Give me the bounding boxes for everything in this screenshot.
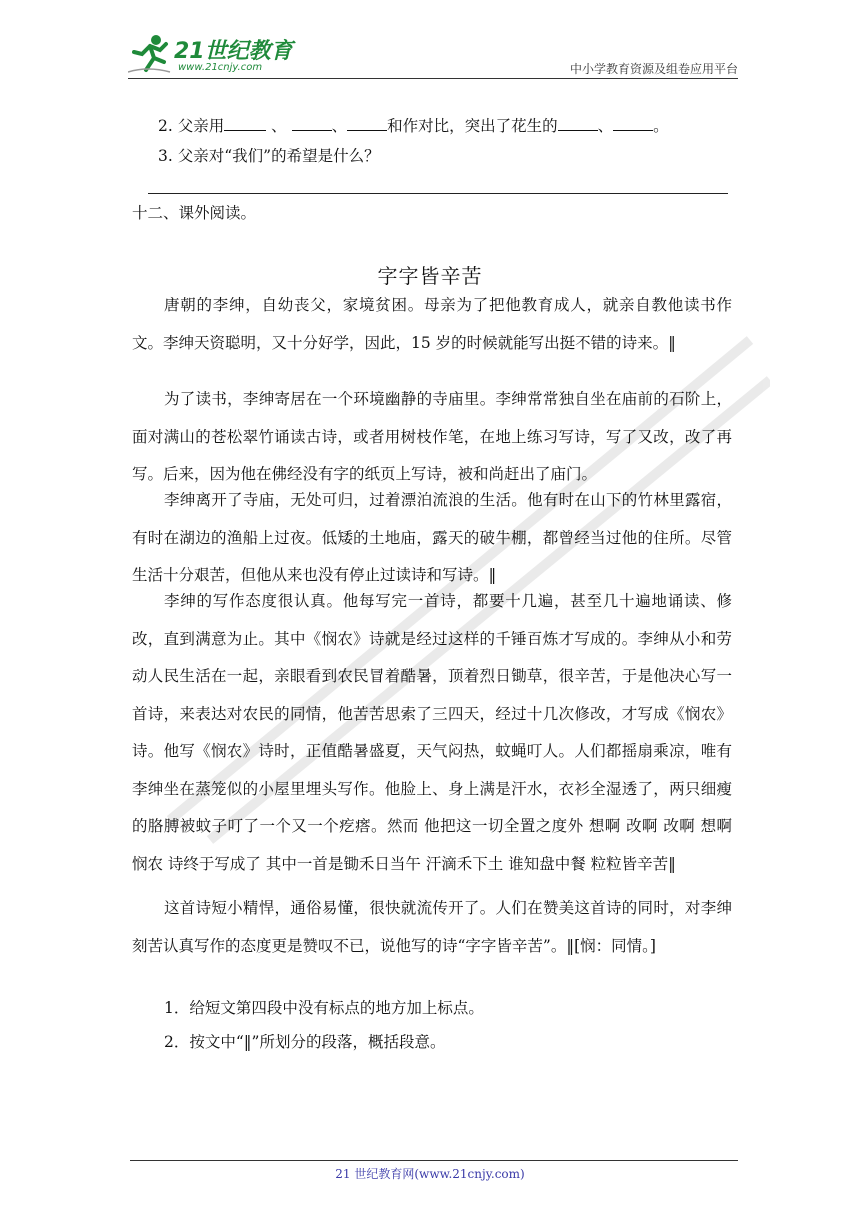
header-right-text: 中小学教育资源及组卷应用平台 (569, 62, 738, 76)
separator: 、 (331, 117, 348, 135)
footer-divider (130, 1160, 738, 1161)
question-3: 3. 父亲对“我们”的希望是什么？ (158, 147, 380, 165)
task-2: 2．按文中“‖”所划分的段落，概括段意。 (164, 1033, 446, 1051)
paragraph-3: 李绅离开了寺庙，无处可归，过着漂泊流浪的生活。他有时在山下的竹林里露宿，有时在湖边的渔船上过夜。低矮的土地庙，露天的破牛棚，都曾经当过他的住所。尽管生活十分艰苦，但他从来也没有停止过读诗和写诗。‖ (132, 491, 732, 584)
question-2-middle: 和作对比，突出了花生的 (387, 117, 558, 135)
paragraph-5: 这首诗短小精悍，通俗易懂，很快就流传开了。人们在赞美这首诗的同时，对李绅刻苦认真写作的态度更是赞叹不已，说他写的诗“字字皆辛苦”。‖[悯：同情。] (132, 899, 732, 955)
paragraph-1: 唐朝的李绅，自幼丧父，家境贫困。母亲为了把他教育成人，就亲自教他读书作文。李绅天资聪明，又十分好学，因此，15 岁的时候就能写出挺不错的诗来。‖ (132, 296, 732, 352)
answer-line[interactable] (148, 193, 728, 194)
runner-logo-icon (128, 32, 172, 76)
question-2-prefix: 2. 父亲用 (158, 117, 225, 135)
logo (128, 32, 308, 76)
footer-text: 21 世纪教育网(www.21cnjy.com) (335, 1167, 525, 1181)
question-2 (0, 116, 860, 136)
answer-blank[interactable] (613, 116, 653, 131)
answer-blank[interactable] (292, 116, 332, 131)
answer-blank[interactable] (347, 116, 387, 131)
separator: 、 (597, 117, 614, 135)
logo-text: 21世纪教育 (174, 39, 293, 64)
page-header (128, 28, 738, 78)
section-heading: 十二、课外阅读。 (132, 204, 257, 222)
paragraph-4: 李绅的写作态度很认真。他每写完一首诗，都要十几遍，甚至几十遍地诵读、修改，直到满意为止。其中《悯农》诗就是经过这样的千锤百炼才写成的。李绅从小和劳动人民生活在一起，亲眼看到农民冒着酷暑，顶着烈日锄草，很辛苦，于是他决心写一首诗，来表达对农民的同情，他苦苦思索了三四天，经过十几次修改，才写成《悯农》诗。他写《悯农》诗时，正值酷暑盛夏，天气闷热，蚊蝇叮人。人们都摇扇乘凉，唯有李绅坐在蒸笼似的小屋里埋头写作。他脸上、身上满是汗水，衣衫全湿透了，两只细瘦的胳膊被蚊子叮了一个又一个疙瘩。然而 他把这一切全置之度外 想啊 改啊 改啊 想啊 悯农 诗终于写成了 其中一首是锄禾日当午 汗滴禾下土 谁知盘中餐 粒粒皆辛苦‖ (132, 592, 732, 873)
period: 。 (653, 117, 669, 135)
answer-blank[interactable] (558, 116, 598, 131)
answer-blank[interactable] (224, 116, 266, 131)
header-divider (128, 78, 738, 79)
article-title: 字字皆辛苦 (377, 264, 483, 288)
separator: 、 (266, 117, 287, 135)
paragraph-2: 为了读书，李绅寄居在一个环境幽静的寺庙里。李绅常常独自坐在庙前的石阶上，面对满山的苍松翠竹诵读古诗，或者用树枝作笔，在地上练习写诗，写了又改，改了再写。后来，因为他在佛经没有字的纸页上写诗，被和尚赶出了庙门。 (132, 390, 732, 483)
task-1: 1．给短文第四段中没有标点的地方加上标点。 (164, 999, 484, 1017)
logo-url: www.21cnjy.com (178, 62, 263, 73)
